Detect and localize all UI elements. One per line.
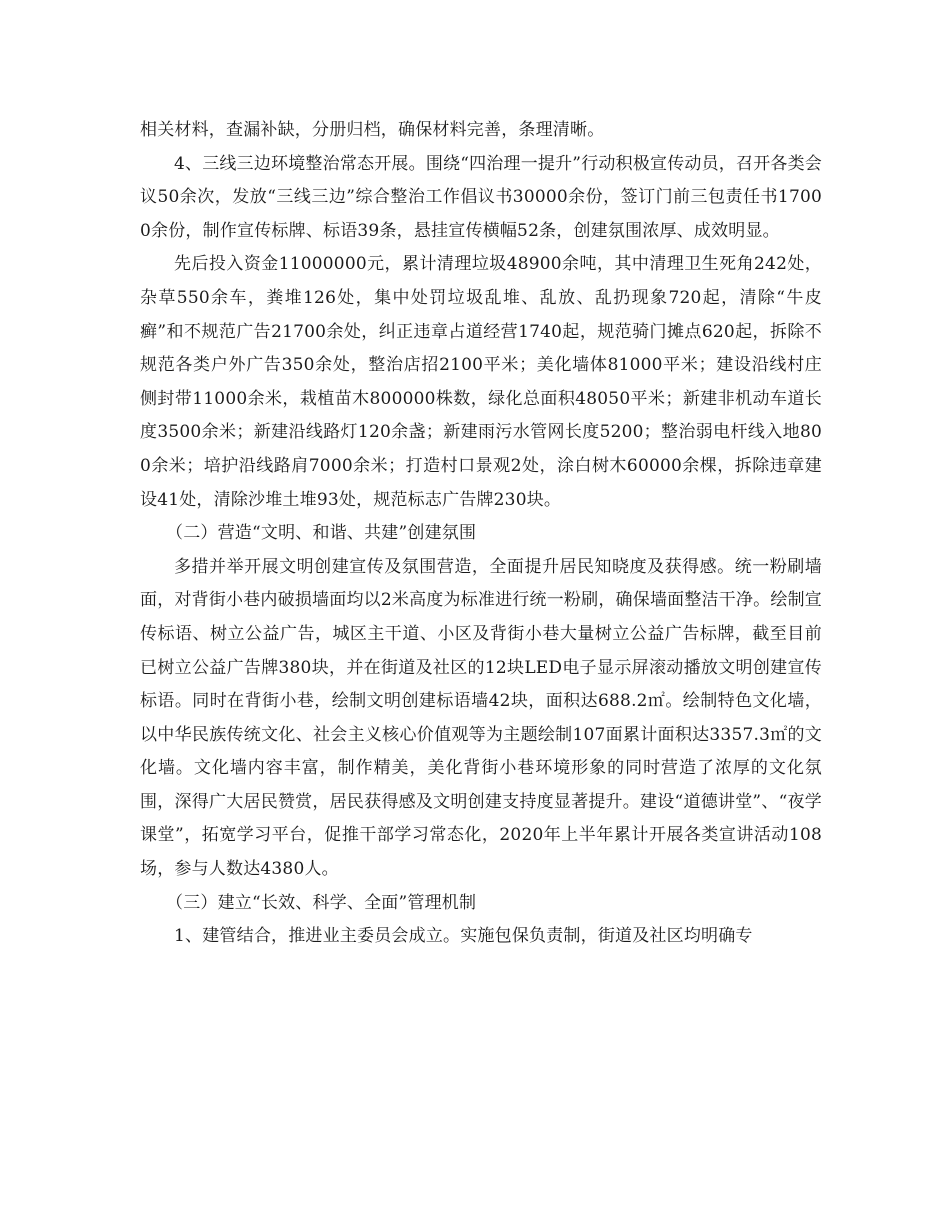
body-paragraph-materials: 相关材料，查漏补缺，分册归档，确保材料完善，条理清晰。 [140,120,605,140]
body-paragraph-environment-campaign: 4、三线三边环境整治常态开展。围绕“四治理一提升”行动积极宣传动员，召开各类会议50余次，发放“三线三边”综合整治工作倡议书30000余份，签订门前三包责任书17000余份，制作宣传标牌、标语39条，悬挂宣传横幅52条，创建氛围浓厚、成效明显。 [140,153,822,241]
body-paragraph-investment-stats: 先后投入资金11000000元，累计清理垃圾48900余吨，其中清理卫生死角242处，杂草550余车，粪堆126处，集中处罚垃圾乱堆、乱放、乱扔现象720起，清除“牛皮癣”和不规范广告21700余处，纠正违章占道经营1740起，规范骑门摊点620起，拆除不规范各类户外广告350余处，整治店招2100平米；美化墙体81000平米；建设沿线村庄侧封带11000余米，栽植苗木800000株数，绿化总面积48050平米；新建非机动车道长度3500余米；新建沿线路灯120余盏；新建雨污水管网长度5200；整治弱电杆线入地800余米；培护沿线路肩7000余米；打造村口景观2处，涂白树木60000余棵，拆除违章建设41处，清除沙堆土堆93处，规范标志广告牌230块。 [140,254,822,510]
section-heading-civilization-atmosphere: （二）营造“文明、和谐、共建”创建氛围 [166,523,477,544]
body-paragraph-publicity: 多措并举开展文明创建宣传及氛围营造，全面提升居民知晓度及获得感。统一粉刷墙面，对背街小巷内破损墙面均以2米高度为标准进行统一粉刷，确保墙面整洁干净。绘制宣传标语、树立公益广告，城区主干道、小区及背街小巷大量树立公益广告标牌，截至目前已树立公益广告牌380块，并在街道及社区的12块LED电子显示屏滚动播放文明创建宣传标语。同时在背街小巷，绘制文明创建标语墙42块，面积达688.2㎡。绘制特色文化墙，以中华民族传统文化、社会主义核心价值观等为主题绘制107面累计面积达3357.3㎡的文化墙。文化墙内容丰富，制作精美，美化背街小巷环境形象的同时营造了浓厚的文化氛围，深得广大居民赞赏，居民获得感及文明创建支持度显著提升。建设“道德讲堂”、“夜学课堂”，拓宽学习平台，促推干部学习常态化，2020年上半年累计开展各类宣讲活动108场，参与人数达4380人。 [140,556,822,880]
section-heading-management-mechanism: （三）建立“长效、科学、全面”管理机制 [166,892,477,913]
body-paragraph-owners-committee: 1、建管结合，推进业主委员会成立。实施包保负责制，街道及社区均明确专 [174,926,753,947]
document-page [140,114,822,954]
